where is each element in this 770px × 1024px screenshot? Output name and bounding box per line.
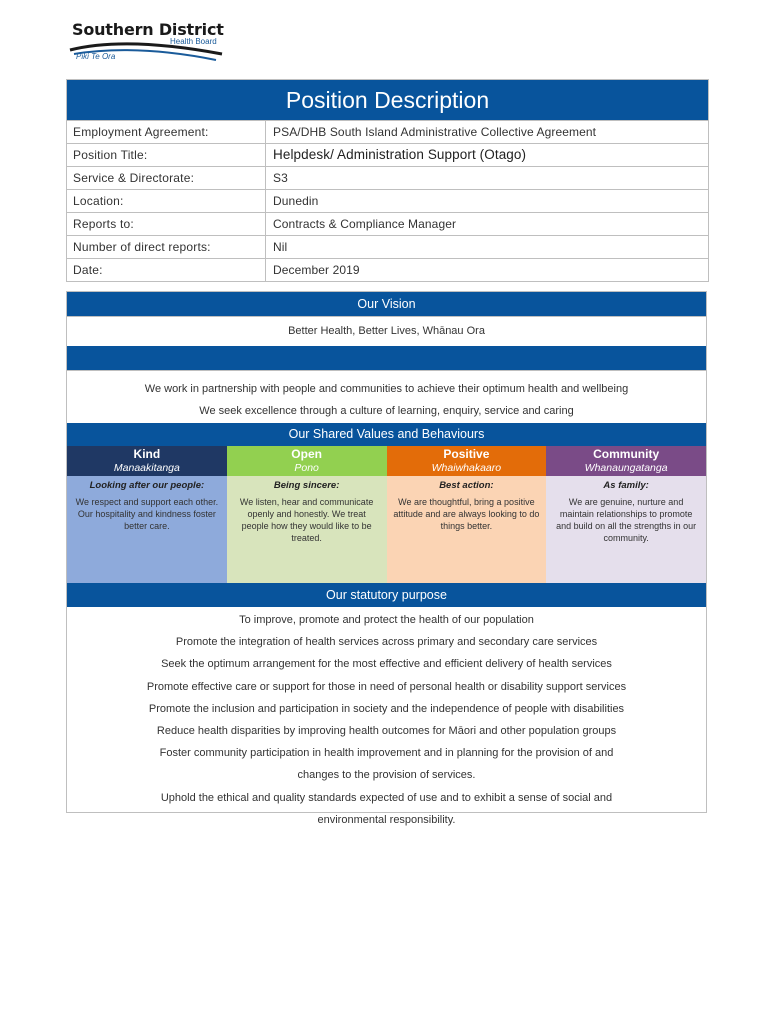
detail-row: [67, 166, 708, 189]
value-action: Being sincere:: [273, 480, 340, 491]
value-description: We are genuine, nurture and maintain relationships to promote and build on all the strengths in our community.: [556, 497, 697, 543]
value-maori: Manaakitanga: [113, 462, 180, 474]
statutory-line: Promote effective care or support for those in need of personal health or disability support services: [146, 680, 627, 693]
detail-row: [67, 189, 708, 212]
value-header: [67, 446, 227, 476]
value-maori: Whanaungatanga: [584, 462, 668, 474]
detail-label: Location:: [67, 190, 266, 212]
values-heading: Our Shared Values and Behaviours: [67, 423, 706, 446]
detail-label: Reports to:: [67, 213, 266, 235]
detail-row: [67, 258, 708, 281]
statutory-line: changes to the provision of services.: [297, 769, 476, 782]
detail-value: Dunedin: [273, 194, 319, 208]
statutory-line: Seek the optimum arrangement for the most effective and efficient delivery of health services: [161, 658, 612, 671]
statutory-line: Uphold the ethical and quality standards expected of use and to exhibit a sense of social and: [160, 791, 613, 804]
detail-label: Number of direct reports:: [67, 236, 266, 258]
detail-row: [67, 212, 708, 235]
value-maori: Pono: [294, 462, 319, 474]
value-title: Community: [593, 447, 660, 461]
statutory-line: Reduce health disparities by improving health outcomes for Māori and other population groups: [156, 725, 617, 738]
detail-value: December 2019: [273, 263, 360, 277]
vision-text: Better Health, Better Lives, Whānau Ora: [67, 316, 706, 346]
logo-name: Southern District: [72, 20, 224, 39]
detail-value: Contracts & Compliance Manager: [273, 217, 457, 231]
page-title: Position Description: [67, 80, 708, 120]
detail-value: S3: [273, 171, 288, 185]
value-title: Open: [291, 447, 322, 461]
detail-row: [67, 120, 708, 143]
value-description: We are thoughtful, bring a positive attitude and are always looking to do things better.: [393, 497, 540, 531]
logo-sub: Health Board: [170, 37, 217, 46]
value-action: Best action:: [439, 480, 494, 491]
detail-label: Employment Agreement:: [67, 121, 266, 143]
mission-line: We work in partnership with people and communities to achieve their optimum health and wellbeing: [144, 383, 629, 395]
statutory-line: Foster community participation in health improvement and in planning for the provision of and: [159, 747, 614, 760]
detail-value: PSA/DHB South Island Administrative Collective Agreement: [273, 125, 597, 139]
value-description: We respect and support each other. Our hospitality and kindness foster better care.: [75, 497, 219, 531]
detail-label: Date:: [67, 259, 266, 281]
mission-section: [67, 370, 706, 423]
value-body: [546, 476, 706, 583]
value-title: Positive: [443, 447, 490, 461]
sdhb-logo: [66, 18, 226, 68]
organisation-info-box: [66, 291, 707, 826]
detail-row: [67, 143, 708, 166]
value-action: Looking after our people:: [89, 480, 205, 491]
position-details-table: [66, 79, 709, 282]
statutory-heading: Our statutory purpose: [67, 583, 706, 607]
value-header: [227, 446, 387, 476]
value-body: [387, 476, 547, 583]
value-header: [387, 446, 547, 476]
vision-heading: Our Vision: [67, 292, 706, 316]
value-body: [227, 476, 387, 583]
position-title-value: Helpdesk/ Administration Support (Otago): [273, 147, 527, 162]
value-maori: Whaiwhakaaro: [431, 462, 502, 474]
statutory-line: Promote the integration of health services across primary and secondary care services: [175, 636, 598, 649]
values-grid: [67, 446, 706, 583]
statutory-line: Promote the inclusion and participation in society and the independence of people with disabilities: [148, 702, 625, 715]
value-title: Kind: [133, 447, 161, 461]
statutory-line: To improve, promote and protect the health of our population: [239, 614, 534, 626]
value-description: We listen, hear and communicate openly and honestly. We treat people how they would like to be treated.: [239, 497, 374, 543]
detail-value: Nil: [273, 240, 288, 254]
statutory-list: [67, 607, 706, 831]
detail-row: [67, 235, 708, 258]
logo-tagline: Pīki Te Ora: [76, 52, 116, 61]
mission-bar: [67, 346, 706, 370]
detail-label: Service & Directorate:: [67, 167, 266, 189]
statutory-line: environmental responsibility.: [317, 813, 456, 826]
value-positive: [387, 446, 547, 583]
value-open: [227, 446, 387, 583]
value-community: [546, 446, 706, 583]
mission-line: We seek excellence through a culture of learning, enquiry, service and caring: [199, 405, 574, 417]
value-kind: [67, 446, 227, 583]
value-action: As family:: [603, 480, 649, 491]
detail-label: Position Title:: [67, 144, 266, 166]
value-body: [67, 476, 227, 583]
value-header: [546, 446, 706, 476]
